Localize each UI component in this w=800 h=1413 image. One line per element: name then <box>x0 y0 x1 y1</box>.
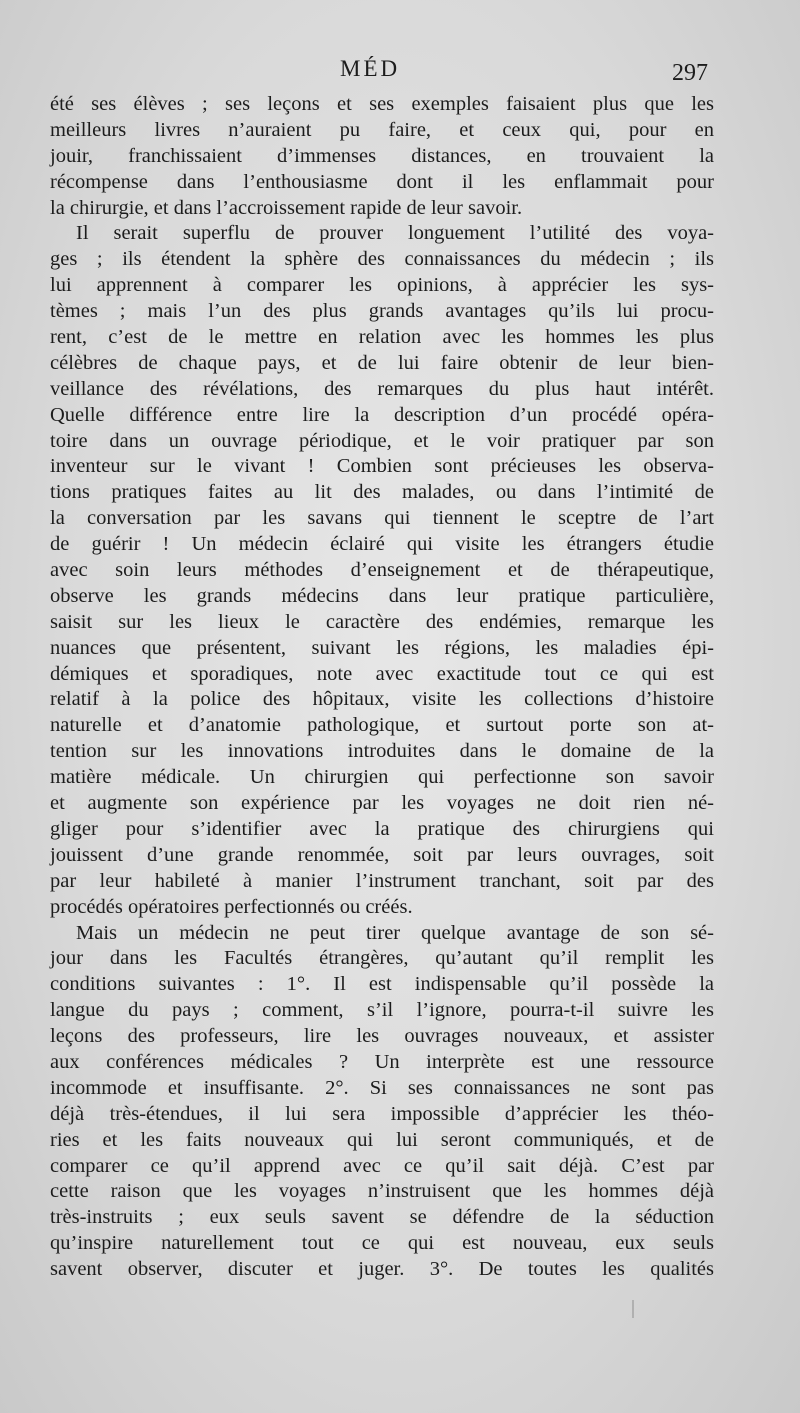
text-line: avec soin leurs méthodes d’enseignement et de thérapeutique, <box>50 559 714 582</box>
text-line: célèbres de chaque pays, et de lui faire obtenir de leur bien- <box>50 351 714 374</box>
text-line: jouir, franchissaient d’immenses distances, en trouvaient la <box>50 144 714 167</box>
text-line: jour dans les Facultés étrangères, qu’autant qu’il remplit les <box>50 947 714 970</box>
text-line: de guérir ! Un médecin éclairé qui visite les étrangers étudie <box>50 533 714 556</box>
text-line: relatif à la police des hôpitaux, visite les collections d’histoire <box>50 688 714 711</box>
text-line: et augmente son expérience par les voyages ne doit rien né- <box>50 792 714 815</box>
running-head <box>0 56 800 90</box>
text-line: très-instruits ; eux seuls savent se défendre de la séduction <box>50 1206 714 1229</box>
page-number: 297 <box>672 60 708 86</box>
text-line: lui apprennent à comparer les opinions, à apprécier les sys- <box>50 274 714 297</box>
text-line: déjà très-étendues, il lui sera impossible d’apprécier les théo- <box>50 1102 714 1125</box>
text-line: Il serait superflu de prouver longuement l’utilité des voya- <box>76 222 714 245</box>
text-line: tions pratiques faites au lit des malades, ou dans l’intimité de <box>50 481 714 504</box>
text-line: gliger pour s’identifier avec la pratique des chirurgiens qui <box>50 817 714 840</box>
text-line: veillance des révélations, des remarques du plus haut intérêt. <box>50 377 714 400</box>
text-line: la conversation par les savans qui tiennent le sceptre de l’art <box>50 507 714 530</box>
text-line: saisit sur les lieux le caractère des endémies, remarque les <box>50 610 714 633</box>
text-line: langue du pays ; comment, s’il l’ignore, pourra-t-il suivre les <box>50 999 714 1022</box>
text-line: inventeur sur le vivant ! Combien sont précieuses les observa- <box>50 455 714 478</box>
margin-mark <box>632 1300 634 1318</box>
text-line: toire dans un ouvrage périodique, et le voir pratiquer par son <box>50 429 714 452</box>
text-line: aux conférences médicales ? Un interprète est une ressource <box>50 1050 714 1073</box>
text-line: par leur habileté à manier l’instrument tranchant, soit par des <box>50 869 714 892</box>
text-line: ries et les faits nouveaux qui lui seront communiqués, et de <box>50 1128 714 1151</box>
text-line: savent observer, discuter et juger. 3°. De toutes les qualités <box>50 1258 714 1281</box>
text-line: qu’inspire naturellement tout ce qui est nouveau, eux seuls <box>50 1232 714 1255</box>
body-text <box>50 92 714 1283</box>
text-line: observe les grands médecins dans leur pratique particulière, <box>50 584 714 607</box>
text-line: leçons des professeurs, lire les ouvrages nouveaux, et assister <box>50 1025 714 1048</box>
text-line: été ses élèves ; ses leçons et ses exemples faisaient plus que les <box>50 93 714 115</box>
text-line: tèmes ; mais l’un des plus grands avantages qu’ils lui procu- <box>50 300 714 323</box>
text-line: meilleurs livres n’auraient pu faire, et ceux qui, pour en <box>50 118 714 141</box>
text-line: cette raison que les voyages n’instruisent que les hommes déjà <box>50 1180 714 1203</box>
text-line: Mais un médecin ne peut tirer quelque avantage de son sé- <box>76 921 714 944</box>
paragraph <box>50 92 714 221</box>
text-line: incommode et insuffisante. 2°. Si ses connaissances ne sont pas <box>50 1076 714 1099</box>
paragraph <box>50 221 714 920</box>
paragraph <box>50 921 714 1283</box>
text-line: Quelle différence entre lire la description d’un procédé opéra- <box>50 403 714 426</box>
text-line: démiques et sporadiques, note avec exactitude tout ce qui est <box>50 662 714 685</box>
text-line: naturelle et d’anatomie pathologique, et surtout porte son at- <box>50 714 714 737</box>
text-line: ges ; ils étendent la sphère des connaissances du médecin ; ils <box>50 248 714 271</box>
text-line: comparer ce qu’il apprend avec ce qu’il sait déjà. C’est par <box>50 1154 714 1177</box>
text-line: conditions suivantes : 1°. Il est indispensable qu’il possède la <box>50 973 714 996</box>
text-line: nuances que présentent, suivant les régions, les maladies épi- <box>50 636 714 659</box>
text-line: jouissent d’une grande renommée, soit par leurs ouvrages, soit <box>50 843 714 866</box>
text-line: récompense dans l’enthousiasme dont il les enflammait pour <box>50 170 714 193</box>
running-head-title: MÉD <box>340 56 401 81</box>
text-line: matière médicale. Un chirurgien qui perfectionne son savoir <box>50 766 714 789</box>
text-line: tention sur les innovations introduites dans le domaine de la <box>50 740 714 763</box>
text-line: rent, c’est de le mettre en relation avec les hommes les plus <box>50 326 714 349</box>
text-line: la chirurgie, et dans l’accroissement rapide de leur savoir. <box>50 196 523 219</box>
text-line: procédés opératoires perfectionnés ou créés. <box>50 895 413 918</box>
